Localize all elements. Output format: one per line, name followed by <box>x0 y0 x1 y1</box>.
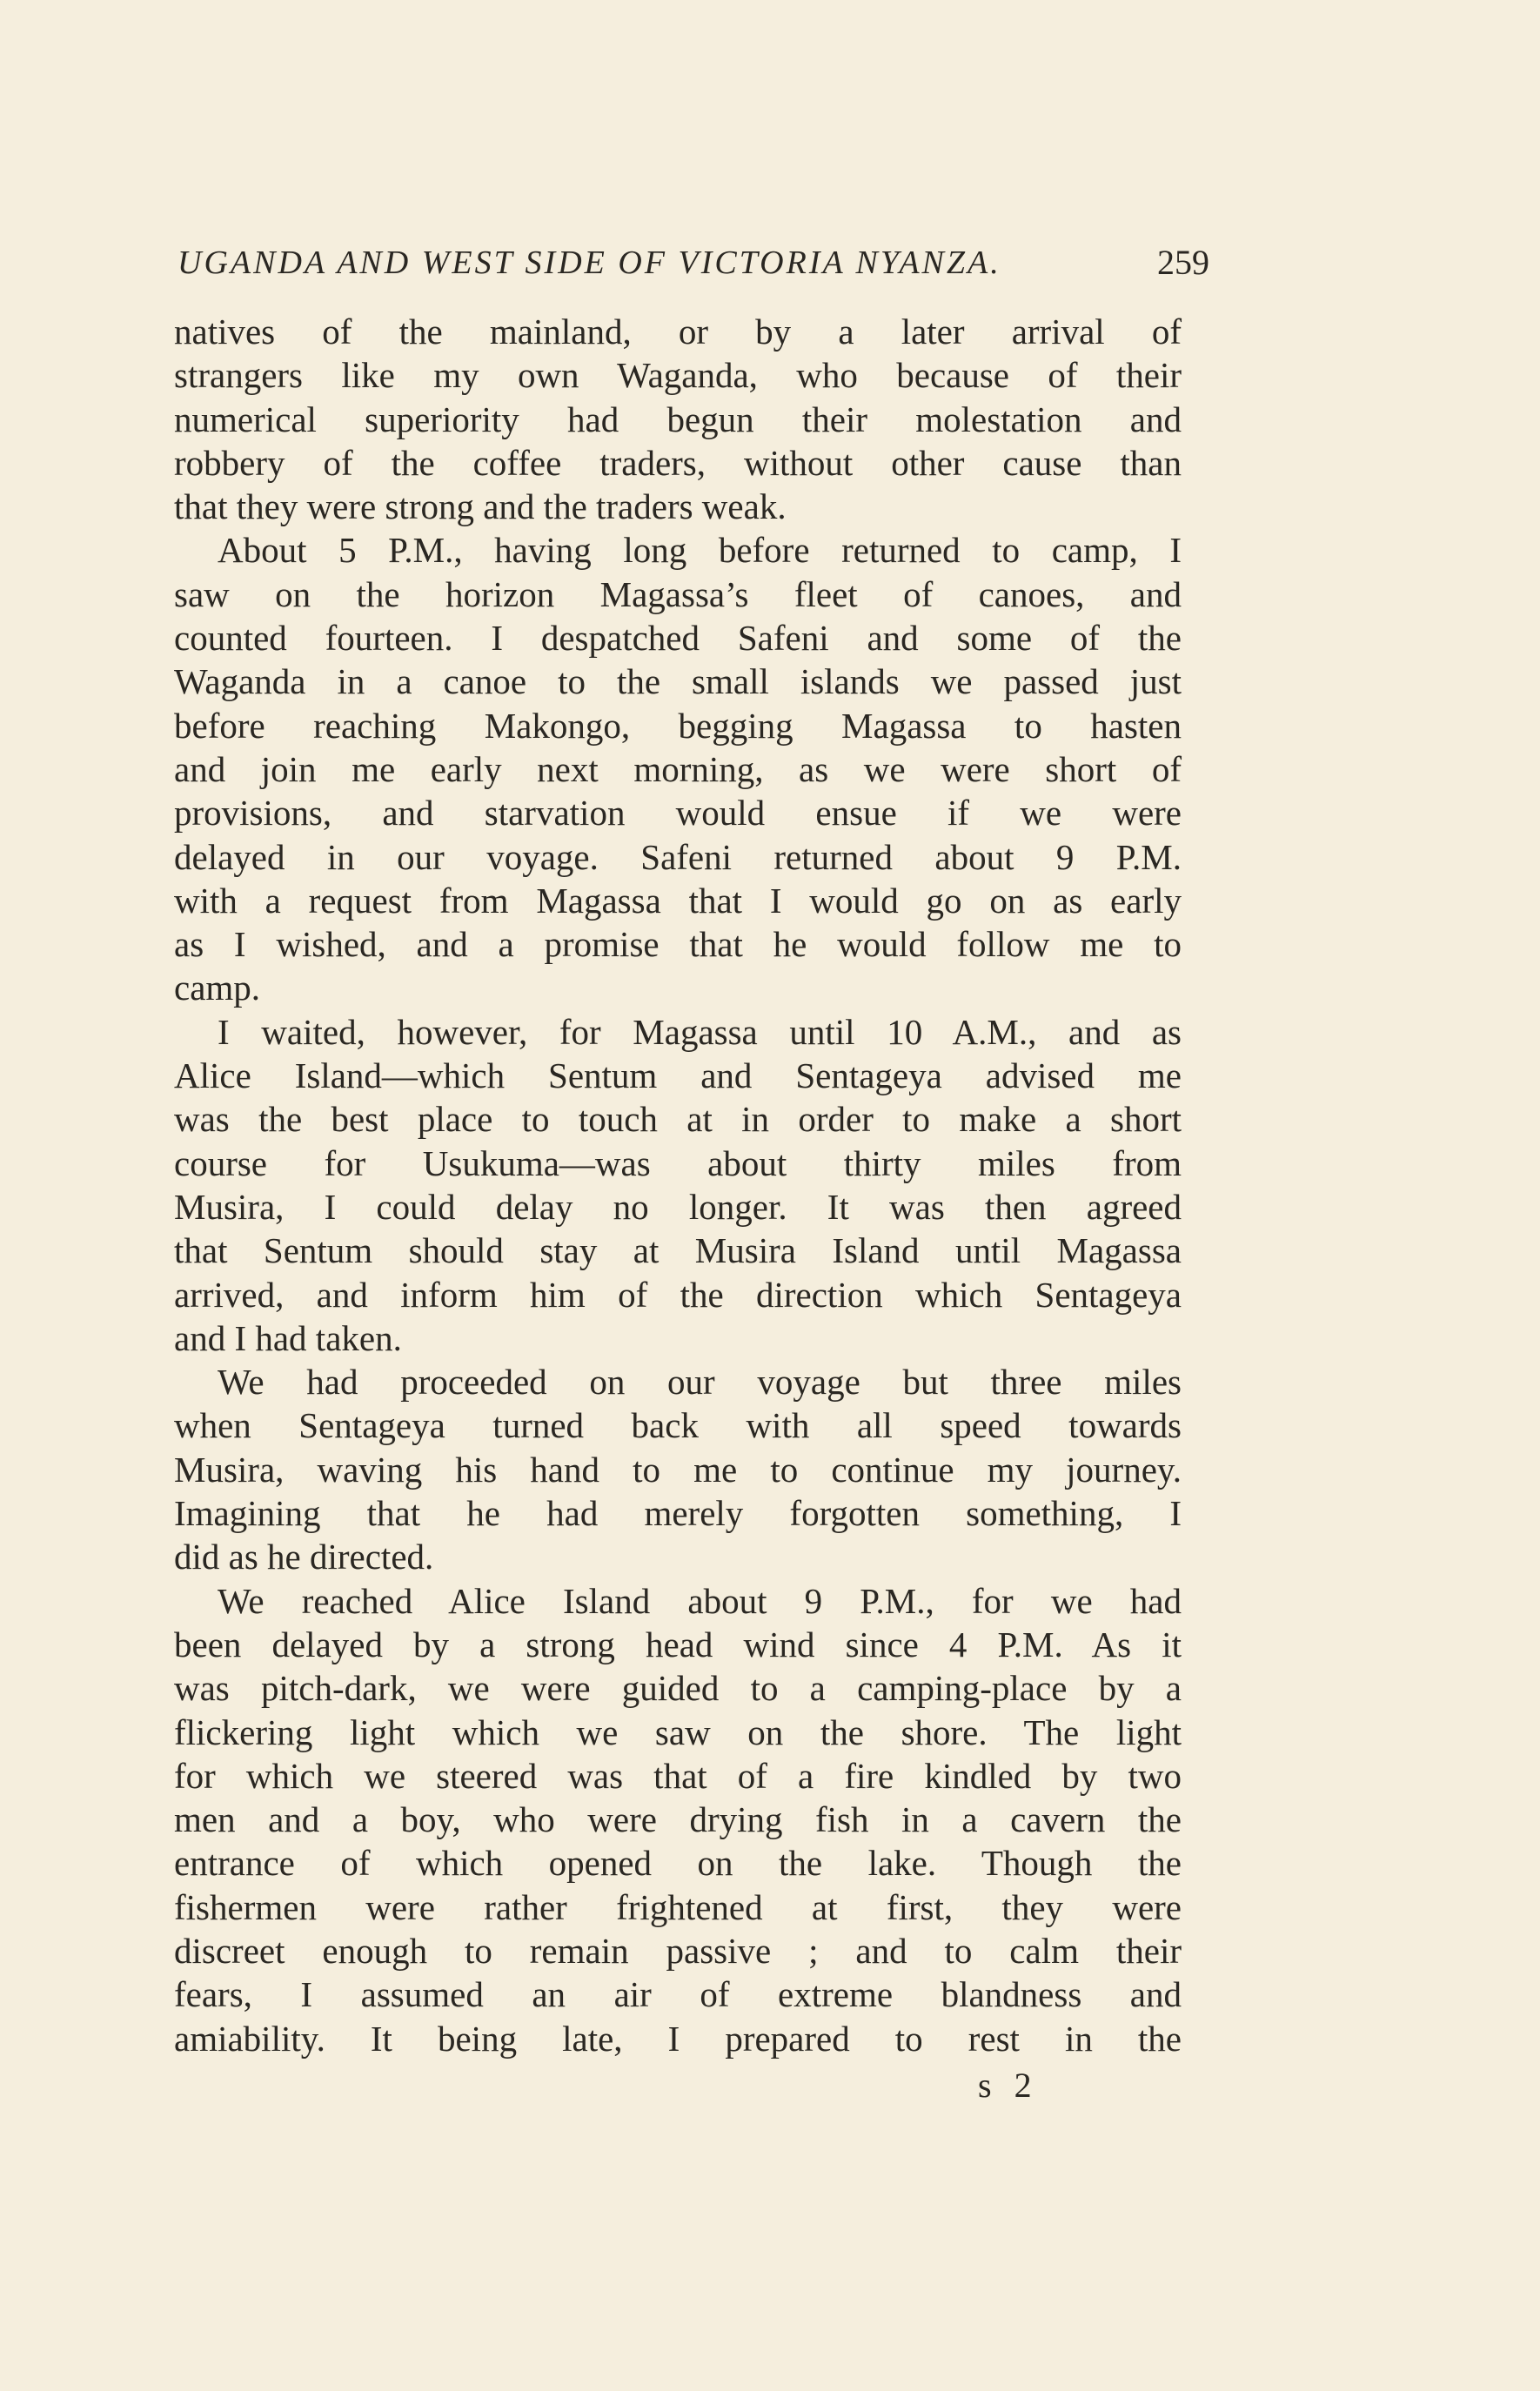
text-line: as I wished, and a promise that he would follow me to <box>174 924 1182 965</box>
text-line: Imagining that he had merely forgotten something, I <box>174 1493 1182 1534</box>
text-line: counted fourteen. I despatched Safeni and some of the <box>174 618 1182 659</box>
text-line: robbery of the coffee traders, without other cause than <box>174 442 1182 483</box>
page-number: 259 <box>1157 243 1209 282</box>
text-line: saw on the horizon Magassa’s fleet of canoes, and <box>174 573 1182 614</box>
text-line: that Sentum should stay at Musira Island until Magassa <box>174 1230 1182 1271</box>
text-line: was the best place to touch at in order to make a short <box>174 1099 1182 1140</box>
text-line: We had proceeded on our voyage but three miles <box>218 1362 1182 1403</box>
text-line: camp. <box>174 968 261 1008</box>
text-line: Musira, waving his hand to me to continue my journey. <box>174 1449 1182 1490</box>
text-line: Waganda in a canoe to the small islands we passed just <box>174 661 1182 702</box>
text-line: Musira, I could delay no longer. It was then agreed <box>174 1186 1182 1227</box>
text-line: amiability. It being late, I prepared to rest in the <box>174 2018 1182 2059</box>
text-line: strangers like my own Waganda, who because of their <box>174 355 1182 396</box>
text-line: fears, I assumed an air of extreme blandness and <box>174 1974 1182 2015</box>
text-line: was pitch-dark, we were guided to a camping-place by a <box>174 1668 1182 1709</box>
text-line: with a request from Magassa that I would go on as early <box>174 880 1182 921</box>
body-text <box>174 310 1182 2060</box>
text-line: and join me early next morning, as we were short of <box>174 748 1182 789</box>
text-line: arrived, and inform him of the direction which Sentageya <box>174 1274 1182 1315</box>
text-line: did as he directed. <box>174 1537 434 1577</box>
text-line: delayed in our voyage. Safeni returned about 9 P.M. <box>174 836 1182 877</box>
text-line: and I had taken. <box>174 1317 402 1358</box>
text-line: entrance of which opened on the lake. Though the <box>174 1843 1182 1884</box>
text-line: We reached Alice Island about 9 P.M., for we had <box>218 1580 1182 1621</box>
text-line: About 5 P.M., having long before returned to camp, I <box>218 530 1182 571</box>
text-line: provisions, and starvation would ensue if we were <box>174 793 1182 834</box>
text-line: numerical superiority had begun their molestation and <box>174 398 1182 439</box>
signature-mark: s 2 <box>978 2066 1039 2105</box>
running-title: UGANDA AND WEST SIDE OF VICTORIA NYANZA. <box>177 244 1001 281</box>
text-line: natives of the mainland, or by a later arrival of <box>174 311 1182 352</box>
text-line: that they were strong and the traders weak. <box>174 486 787 527</box>
running-head <box>174 237 1209 289</box>
text-line: men and a boy, who were drying fish in a cavern the <box>174 1799 1182 1840</box>
text-line: for which we steered was that of a fire kindled by two <box>174 1755 1182 1796</box>
text-line: fishermen were rather frightened at first, they were <box>174 1886 1182 1927</box>
text-line: I waited, however, for Magassa until 10 A.M., and as <box>218 1011 1182 1052</box>
text-line: course for Usukuma—was about thirty miles from <box>174 1142 1182 1183</box>
text-line: flickering light which we saw on the shore. The light <box>174 1711 1182 1752</box>
text-line: before reaching Makongo, begging Magassa to hasten <box>174 705 1182 746</box>
text-line: been delayed by a strong head wind since 4 P.M. As it <box>174 1624 1182 1664</box>
text-line: Alice Island—which Sentum and Sentageya advised me <box>174 1055 1182 1096</box>
text-line: discreet enough to remain passive ; and to calm their <box>174 1930 1182 1971</box>
text-line: when Sentageya turned back with all speed towards <box>174 1405 1182 1446</box>
